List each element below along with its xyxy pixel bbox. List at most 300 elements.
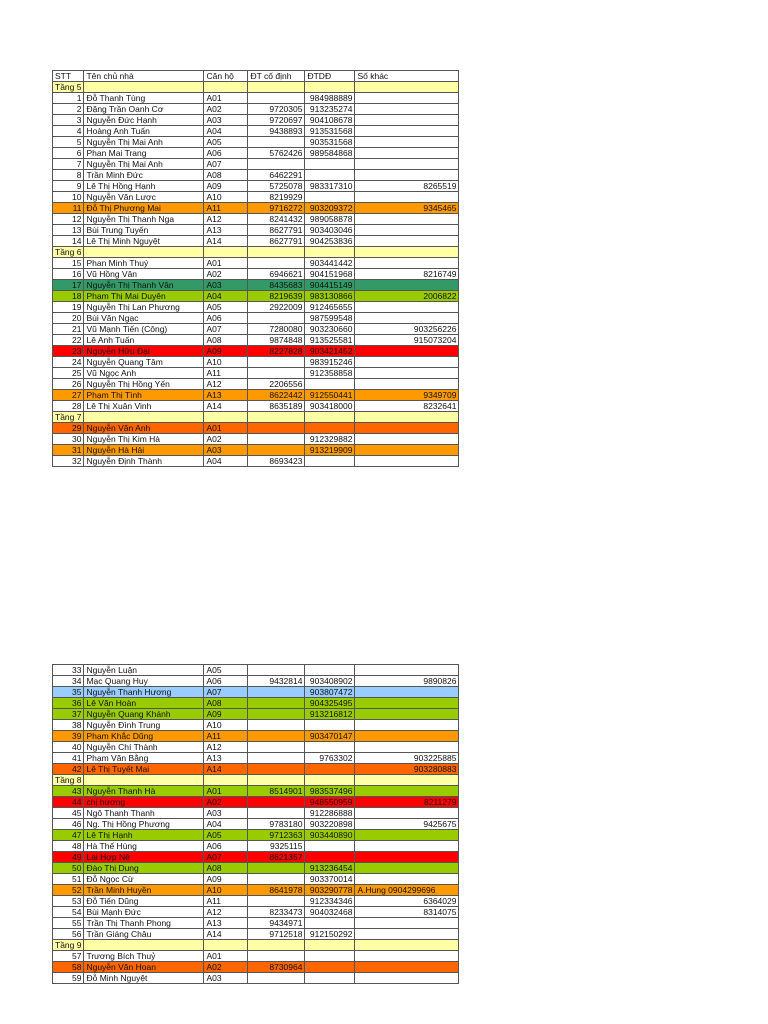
other-number-cell[interactable] [355, 137, 459, 148]
other-number-cell[interactable] [355, 214, 459, 225]
column-header[interactable]: Số khác [355, 71, 459, 82]
landline-cell[interactable] [248, 687, 305, 698]
stt-cell[interactable]: 55 [53, 918, 84, 929]
mobile-cell[interactable] [305, 918, 355, 929]
empty-cell[interactable] [305, 82, 355, 93]
other-number-cell[interactable]: 8232641 [355, 401, 459, 412]
apartment-cell[interactable]: A14 [204, 929, 248, 940]
apartment-cell[interactable]: A11 [204, 896, 248, 907]
mobile-cell[interactable]: 983915246 [305, 357, 355, 368]
other-number-cell[interactable] [355, 313, 459, 324]
apartment-cell[interactable]: A06 [204, 313, 248, 324]
mobile-cell[interactable] [305, 852, 355, 863]
stt-cell[interactable]: 9 [53, 181, 84, 192]
mobile-cell[interactable]: 912329882 [305, 434, 355, 445]
owner-name-cell[interactable]: Đặng Trần Oanh Cơ [84, 104, 204, 115]
other-number-cell[interactable] [355, 665, 459, 676]
other-number-cell[interactable] [355, 742, 459, 753]
owner-name-cell[interactable]: Nguyễn Chí Thành [84, 742, 204, 753]
owner-name-cell[interactable]: Nguyễn Văn Lược [84, 192, 204, 203]
owner-name-cell[interactable]: Nguyễn Hữu Đại [84, 346, 204, 357]
apartment-cell[interactable]: A04 [204, 126, 248, 137]
other-number-cell[interactable] [355, 423, 459, 434]
owner-name-cell[interactable]: Đỗ Ngọc Cừ [84, 874, 204, 885]
apartment-cell[interactable]: A12 [204, 379, 248, 390]
apartment-cell[interactable]: A10 [204, 192, 248, 203]
empty-cell[interactable] [305, 940, 355, 951]
other-number-cell[interactable] [355, 104, 459, 115]
apartment-cell[interactable]: A03 [204, 445, 248, 456]
apartment-cell[interactable]: A11 [204, 368, 248, 379]
other-number-cell[interactable]: 2006822 [355, 291, 459, 302]
owner-name-cell[interactable]: Lê Thị Tuyết Mai [84, 764, 204, 775]
other-number-cell[interactable] [355, 456, 459, 467]
mobile-cell[interactable] [305, 456, 355, 467]
landline-cell[interactable]: 6946621 [248, 269, 305, 280]
owner-name-cell[interactable]: Nguyễn Thị Lan Phương [84, 302, 204, 313]
owner-name-cell[interactable]: Hoàng Anh Tuấn [84, 126, 204, 137]
owner-name-cell[interactable]: Lê Anh Tuấn [84, 335, 204, 346]
owner-name-cell[interactable]: Đỗ Thanh Tùng [84, 93, 204, 104]
other-number-cell[interactable] [355, 687, 459, 698]
landline-cell[interactable] [248, 896, 305, 907]
stt-cell[interactable]: 14 [53, 236, 84, 247]
stt-cell[interactable]: 49 [53, 852, 84, 863]
owner-name-cell[interactable]: Nguyễn Hà Hải [84, 445, 204, 456]
column-header[interactable]: Căn hộ [204, 71, 248, 82]
apartment-cell[interactable]: A06 [204, 148, 248, 159]
apartment-cell[interactable]: A03 [204, 115, 248, 126]
apartment-cell[interactable]: A13 [204, 753, 248, 764]
empty-cell[interactable] [355, 940, 459, 951]
other-number-cell[interactable] [355, 698, 459, 709]
stt-cell[interactable]: 1 [53, 93, 84, 104]
landline-cell[interactable] [248, 258, 305, 269]
apartment-cell[interactable]: A02 [204, 962, 248, 973]
apartment-cell[interactable]: A07 [204, 687, 248, 698]
mobile-cell[interactable]: 903408902 [305, 676, 355, 687]
owner-name-cell[interactable]: Nguyễn Luận [84, 665, 204, 676]
empty-cell[interactable] [204, 412, 248, 423]
landline-cell[interactable]: 9434971 [248, 918, 305, 929]
stt-cell[interactable]: 37 [53, 709, 84, 720]
stt-cell[interactable]: 44 [53, 797, 84, 808]
landline-cell[interactable]: 2922009 [248, 302, 305, 313]
other-number-cell[interactable] [355, 236, 459, 247]
landline-cell[interactable] [248, 764, 305, 775]
landline-cell[interactable]: 9712518 [248, 929, 305, 940]
other-number-cell[interactable]: 915073204 [355, 335, 459, 346]
stt-cell[interactable]: 43 [53, 786, 84, 797]
stt-cell[interactable]: 30 [53, 434, 84, 445]
owner-name-cell[interactable]: Lê Thị Hồng Hạnh [84, 181, 204, 192]
empty-cell[interactable] [84, 412, 204, 423]
stt-cell[interactable]: 53 [53, 896, 84, 907]
mobile-cell[interactable]: 948550959 [305, 797, 355, 808]
mobile-cell[interactable]: 913235274 [305, 104, 355, 115]
empty-cell[interactable] [204, 82, 248, 93]
owner-name-cell[interactable]: Trần Minh Đức [84, 170, 204, 181]
empty-cell[interactable] [305, 247, 355, 258]
empty-cell[interactable] [305, 775, 355, 786]
mobile-cell[interactable]: 984988889 [305, 93, 355, 104]
landline-cell[interactable]: 8241432 [248, 214, 305, 225]
empty-cell[interactable] [248, 412, 305, 423]
landline-cell[interactable]: 8622442 [248, 390, 305, 401]
landline-cell[interactable] [248, 423, 305, 434]
owner-name-cell[interactable]: Bùi Mạnh Đức [84, 907, 204, 918]
landline-cell[interactable] [248, 973, 305, 984]
mobile-cell[interactable]: 913531568 [305, 126, 355, 137]
stt-cell[interactable]: 4 [53, 126, 84, 137]
owner-name-cell[interactable]: Nguyễn Thị Mai Anh [84, 159, 204, 170]
stt-cell[interactable]: 27 [53, 390, 84, 401]
apartment-cell[interactable]: A01 [204, 951, 248, 962]
mobile-cell[interactable]: 903220898 [305, 819, 355, 830]
other-number-cell[interactable] [355, 445, 459, 456]
landline-cell[interactable]: 8435683 [248, 280, 305, 291]
stt-cell[interactable]: 58 [53, 962, 84, 973]
other-number-cell[interactable]: 8265519 [355, 181, 459, 192]
owner-name-cell[interactable]: Ng. Thị Hồng Phương [84, 819, 204, 830]
mobile-cell[interactable]: 904415149 [305, 280, 355, 291]
empty-cell[interactable] [355, 247, 459, 258]
stt-cell[interactable]: 16 [53, 269, 84, 280]
apartment-cell[interactable]: A01 [204, 423, 248, 434]
apartment-cell[interactable]: A02 [204, 797, 248, 808]
other-number-cell[interactable] [355, 962, 459, 973]
mobile-cell[interactable]: 903418000 [305, 401, 355, 412]
mobile-cell[interactable]: 903403046 [305, 225, 355, 236]
landline-cell[interactable]: 8514901 [248, 786, 305, 797]
mobile-cell[interactable] [305, 742, 355, 753]
mobile-cell[interactable] [305, 841, 355, 852]
owner-name-cell[interactable]: Nguyễn Thị Thanh Nga [84, 214, 204, 225]
owner-name-cell[interactable]: Nguyễn Thị Kim Hà [84, 434, 204, 445]
landline-cell[interactable] [248, 874, 305, 885]
apartment-cell[interactable]: A05 [204, 830, 248, 841]
owner-name-cell[interactable]: Trương Bích Thuỷ [84, 951, 204, 962]
owner-name-cell[interactable]: Phạm Thị Mai Duyên [84, 291, 204, 302]
apartment-cell[interactable]: A07 [204, 324, 248, 335]
apartment-cell[interactable]: A09 [204, 874, 248, 885]
other-number-cell[interactable]: 6364029 [355, 896, 459, 907]
owner-name-cell[interactable]: Vũ Mạnh Tiến (Công) [84, 324, 204, 335]
apartment-cell[interactable]: A11 [204, 203, 248, 214]
mobile-cell[interactable]: 912286888 [305, 808, 355, 819]
stt-cell[interactable]: 19 [53, 302, 84, 313]
other-number-cell[interactable] [355, 709, 459, 720]
landline-cell[interactable]: 9438893 [248, 126, 305, 137]
owner-name-cell[interactable]: Phan Minh Thuý [84, 258, 204, 269]
other-number-cell[interactable] [355, 918, 459, 929]
empty-cell[interactable] [204, 247, 248, 258]
column-header[interactable]: STT [53, 71, 84, 82]
landline-cell[interactable] [248, 137, 305, 148]
other-number-cell[interactable] [355, 786, 459, 797]
owner-name-cell[interactable]: Nguyễn Thị Mai Anh [84, 137, 204, 148]
owner-name-cell[interactable]: Lê Văn Hoàn [84, 698, 204, 709]
stt-cell[interactable]: 22 [53, 335, 84, 346]
owner-name-cell[interactable]: Mạc Quang Huy [84, 676, 204, 687]
stt-cell[interactable]: 54 [53, 907, 84, 918]
landline-cell[interactable] [248, 368, 305, 379]
owner-name-cell[interactable]: Nguyễn Văn Hoan [84, 962, 204, 973]
apartment-cell[interactable]: A04 [204, 456, 248, 467]
landline-cell[interactable] [248, 159, 305, 170]
apartment-cell[interactable]: A08 [204, 335, 248, 346]
mobile-cell[interactable] [305, 764, 355, 775]
landline-cell[interactable]: 8641978 [248, 885, 305, 896]
owner-name-cell[interactable]: Trần Minh Huyền [84, 885, 204, 896]
mobile-cell[interactable]: 903531568 [305, 137, 355, 148]
owner-name-cell[interactable]: Đỗ Minh Nguyệt [84, 973, 204, 984]
stt-cell[interactable]: 8 [53, 170, 84, 181]
stt-cell[interactable]: 50 [53, 863, 84, 874]
stt-cell[interactable]: 32 [53, 456, 84, 467]
other-number-cell[interactable] [355, 192, 459, 203]
landline-cell[interactable]: 9720305 [248, 104, 305, 115]
empty-cell[interactable] [248, 82, 305, 93]
apartment-cell[interactable]: A08 [204, 863, 248, 874]
stt-cell[interactable]: 12 [53, 214, 84, 225]
stt-cell[interactable]: 13 [53, 225, 84, 236]
apartment-cell[interactable]: A14 [204, 764, 248, 775]
owner-name-cell[interactable]: Phạm Khắc Dũng [84, 731, 204, 742]
landline-cell[interactable]: 2206556 [248, 379, 305, 390]
mobile-cell[interactable]: 903370014 [305, 874, 355, 885]
landline-cell[interactable]: 9712363 [248, 830, 305, 841]
stt-cell[interactable]: 34 [53, 676, 84, 687]
stt-cell[interactable]: 46 [53, 819, 84, 830]
other-number-cell[interactable]: A.Hung 0904299696 [355, 885, 459, 896]
mobile-cell[interactable]: 913219909 [305, 445, 355, 456]
landline-cell[interactable]: 7280080 [248, 324, 305, 335]
mobile-cell[interactable]: 912334346 [305, 896, 355, 907]
apartment-cell[interactable]: A05 [204, 137, 248, 148]
apartment-cell[interactable]: A02 [204, 269, 248, 280]
apartment-cell[interactable]: A02 [204, 434, 248, 445]
landline-cell[interactable] [248, 951, 305, 962]
owner-name-cell[interactable]: Nguyễn Quang Tâm [84, 357, 204, 368]
other-number-cell[interactable] [355, 280, 459, 291]
mobile-cell[interactable] [305, 159, 355, 170]
owner-name-cell[interactable]: Đỗ Tiến Dũng [84, 896, 204, 907]
empty-cell[interactable] [204, 940, 248, 951]
landline-cell[interactable] [248, 797, 305, 808]
mobile-cell[interactable]: 903470147 [305, 731, 355, 742]
mobile-cell[interactable]: 903441442 [305, 258, 355, 269]
mobile-cell[interactable]: 913525581 [305, 335, 355, 346]
apartment-cell[interactable]: A14 [204, 401, 248, 412]
column-header[interactable]: ĐTDĐ [305, 71, 355, 82]
landline-cell[interactable] [248, 863, 305, 874]
landline-cell[interactable] [248, 434, 305, 445]
landline-cell[interactable]: 5725078 [248, 181, 305, 192]
stt-cell[interactable]: 28 [53, 401, 84, 412]
owner-name-cell[interactable]: Nguyễn Thị Thanh Vân [84, 280, 204, 291]
floor-label[interactable]: Tầng 9 [53, 940, 84, 951]
apartment-cell[interactable]: A12 [204, 907, 248, 918]
landline-cell[interactable] [248, 665, 305, 676]
mobile-cell[interactable]: 904325495 [305, 698, 355, 709]
apartment-cell[interactable]: A06 [204, 841, 248, 852]
apartment-cell[interactable]: A13 [204, 390, 248, 401]
stt-cell[interactable]: 3 [53, 115, 84, 126]
other-number-cell[interactable] [355, 148, 459, 159]
owner-name-cell[interactable]: Trần Thị Thanh Phong [84, 918, 204, 929]
empty-cell[interactable] [248, 775, 305, 786]
empty-cell[interactable] [84, 940, 204, 951]
mobile-cell[interactable]: 903290778 [305, 885, 355, 896]
stt-cell[interactable]: 59 [53, 973, 84, 984]
other-number-cell[interactable] [355, 973, 459, 984]
other-number-cell[interactable]: 903225885 [355, 753, 459, 764]
mobile-cell[interactable]: 983130866 [305, 291, 355, 302]
landline-cell[interactable] [248, 698, 305, 709]
other-number-cell[interactable] [355, 258, 459, 269]
landline-cell[interactable] [248, 753, 305, 764]
stt-cell[interactable]: 21 [53, 324, 84, 335]
empty-cell[interactable] [248, 247, 305, 258]
owner-name-cell[interactable]: Đỗ Thị Phương Mai [84, 203, 204, 214]
other-number-cell[interactable] [355, 170, 459, 181]
landline-cell[interactable]: 8627791 [248, 225, 305, 236]
empty-cell[interactable] [248, 940, 305, 951]
other-number-cell[interactable] [355, 126, 459, 137]
stt-cell[interactable]: 26 [53, 379, 84, 390]
stt-cell[interactable]: 52 [53, 885, 84, 896]
floor-label[interactable]: Tầng 6 [53, 247, 84, 258]
other-number-cell[interactable] [355, 159, 459, 170]
landline-cell[interactable]: 8227828 [248, 346, 305, 357]
mobile-cell[interactable]: 904151968 [305, 269, 355, 280]
owner-name-cell[interactable]: Phạm Thị Tình [84, 390, 204, 401]
other-number-cell[interactable] [355, 302, 459, 313]
other-number-cell[interactable]: 9345465 [355, 203, 459, 214]
stt-cell[interactable]: 40 [53, 742, 84, 753]
owner-name-cell[interactable]: Vũ Ngọc Anh [84, 368, 204, 379]
stt-cell[interactable]: 45 [53, 808, 84, 819]
apartment-cell[interactable]: A03 [204, 973, 248, 984]
mobile-cell[interactable]: 903807472 [305, 687, 355, 698]
other-number-cell[interactable]: 903256226 [355, 324, 459, 335]
mobile-cell[interactable]: 904108678 [305, 115, 355, 126]
other-number-cell[interactable] [355, 225, 459, 236]
mobile-cell[interactable] [305, 962, 355, 973]
apartment-cell[interactable]: A10 [204, 720, 248, 731]
landline-cell[interactable]: 9325115 [248, 841, 305, 852]
apartment-cell[interactable]: A03 [204, 280, 248, 291]
mobile-cell[interactable] [305, 951, 355, 962]
owner-name-cell[interactable]: Nguyễn Thanh Hà [84, 786, 204, 797]
other-number-cell[interactable] [355, 731, 459, 742]
stt-cell[interactable]: 41 [53, 753, 84, 764]
empty-cell[interactable] [84, 247, 204, 258]
apartment-cell[interactable]: A05 [204, 665, 248, 676]
apartment-cell[interactable]: A11 [204, 731, 248, 742]
other-number-cell[interactable]: 8211279 [355, 797, 459, 808]
floor-label[interactable]: Tầng 5 [53, 82, 84, 93]
owner-name-cell[interactable]: Lại Hợp Nê [84, 852, 204, 863]
landline-cell[interactable]: 8730964 [248, 962, 305, 973]
other-number-cell[interactable] [355, 720, 459, 731]
landline-cell[interactable]: 8635189 [248, 401, 305, 412]
mobile-cell[interactable]: 989058878 [305, 214, 355, 225]
empty-cell[interactable] [204, 775, 248, 786]
other-number-cell[interactable] [355, 434, 459, 445]
apartment-cell[interactable]: A13 [204, 918, 248, 929]
landline-cell[interactable]: 9716272 [248, 203, 305, 214]
apartment-cell[interactable]: A13 [204, 225, 248, 236]
floor-label[interactable]: Tầng 7 [53, 412, 84, 423]
owner-name-cell[interactable]: Đào Thị Dung [84, 863, 204, 874]
stt-cell[interactable]: 15 [53, 258, 84, 269]
other-number-cell[interactable]: 9349709 [355, 390, 459, 401]
mobile-cell[interactable]: 903230660 [305, 324, 355, 335]
empty-cell[interactable] [355, 412, 459, 423]
stt-cell[interactable]: 38 [53, 720, 84, 731]
stt-cell[interactable]: 39 [53, 731, 84, 742]
landline-cell[interactable]: 8621357 [248, 852, 305, 863]
owner-name-cell[interactable]: Nguyễn Văn Anh [84, 423, 204, 434]
apartment-cell[interactable]: A01 [204, 258, 248, 269]
landline-cell[interactable] [248, 93, 305, 104]
other-number-cell[interactable] [355, 929, 459, 940]
apartment-cell[interactable]: A04 [204, 819, 248, 830]
mobile-cell[interactable] [305, 423, 355, 434]
empty-cell[interactable] [355, 82, 459, 93]
mobile-cell[interactable]: 989584868 [305, 148, 355, 159]
apartment-cell[interactable]: A14 [204, 236, 248, 247]
owner-name-cell[interactable]: Nguyễn Đức Hạnh [84, 115, 204, 126]
stt-cell[interactable]: 10 [53, 192, 84, 203]
owner-name-cell[interactable]: Nguyễn Thanh Hương [84, 687, 204, 698]
mobile-cell[interactable]: 903440890 [305, 830, 355, 841]
owner-name-cell[interactable]: Bùi Trung Tuyến [84, 225, 204, 236]
owner-name-cell[interactable]: Lê Thị Hạnh [84, 830, 204, 841]
stt-cell[interactable]: 23 [53, 346, 84, 357]
owner-name-cell[interactable]: Trần Giáng Châu [84, 929, 204, 940]
landline-cell[interactable]: 9874848 [248, 335, 305, 346]
landline-cell[interactable]: 8627791 [248, 236, 305, 247]
stt-cell[interactable]: 5 [53, 137, 84, 148]
apartment-cell[interactable]: A10 [204, 357, 248, 368]
mobile-cell[interactable] [305, 379, 355, 390]
stt-cell[interactable]: 11 [53, 203, 84, 214]
stt-cell[interactable]: 6 [53, 148, 84, 159]
stt-cell[interactable]: 25 [53, 368, 84, 379]
landline-cell[interactable] [248, 731, 305, 742]
owner-name-cell[interactable]: Bùi Văn Ngạc [84, 313, 204, 324]
apartment-cell[interactable]: A05 [204, 302, 248, 313]
stt-cell[interactable]: 31 [53, 445, 84, 456]
owner-name-cell[interactable]: Nguyễn Quang Khánh [84, 709, 204, 720]
empty-cell[interactable] [305, 412, 355, 423]
other-number-cell[interactable] [355, 863, 459, 874]
landline-cell[interactable]: 9720697 [248, 115, 305, 126]
stt-cell[interactable]: 24 [53, 357, 84, 368]
other-number-cell[interactable]: 8314075 [355, 907, 459, 918]
apartment-cell[interactable]: A08 [204, 698, 248, 709]
mobile-cell[interactable] [305, 973, 355, 984]
stt-cell[interactable]: 20 [53, 313, 84, 324]
owner-name-cell[interactable]: Vũ Hồng Vân [84, 269, 204, 280]
owner-name-cell[interactable]: Nguyễn Đình Trung [84, 720, 204, 731]
mobile-cell[interactable]: 912465655 [305, 302, 355, 313]
landline-cell[interactable] [248, 720, 305, 731]
stt-cell[interactable]: 17 [53, 280, 84, 291]
